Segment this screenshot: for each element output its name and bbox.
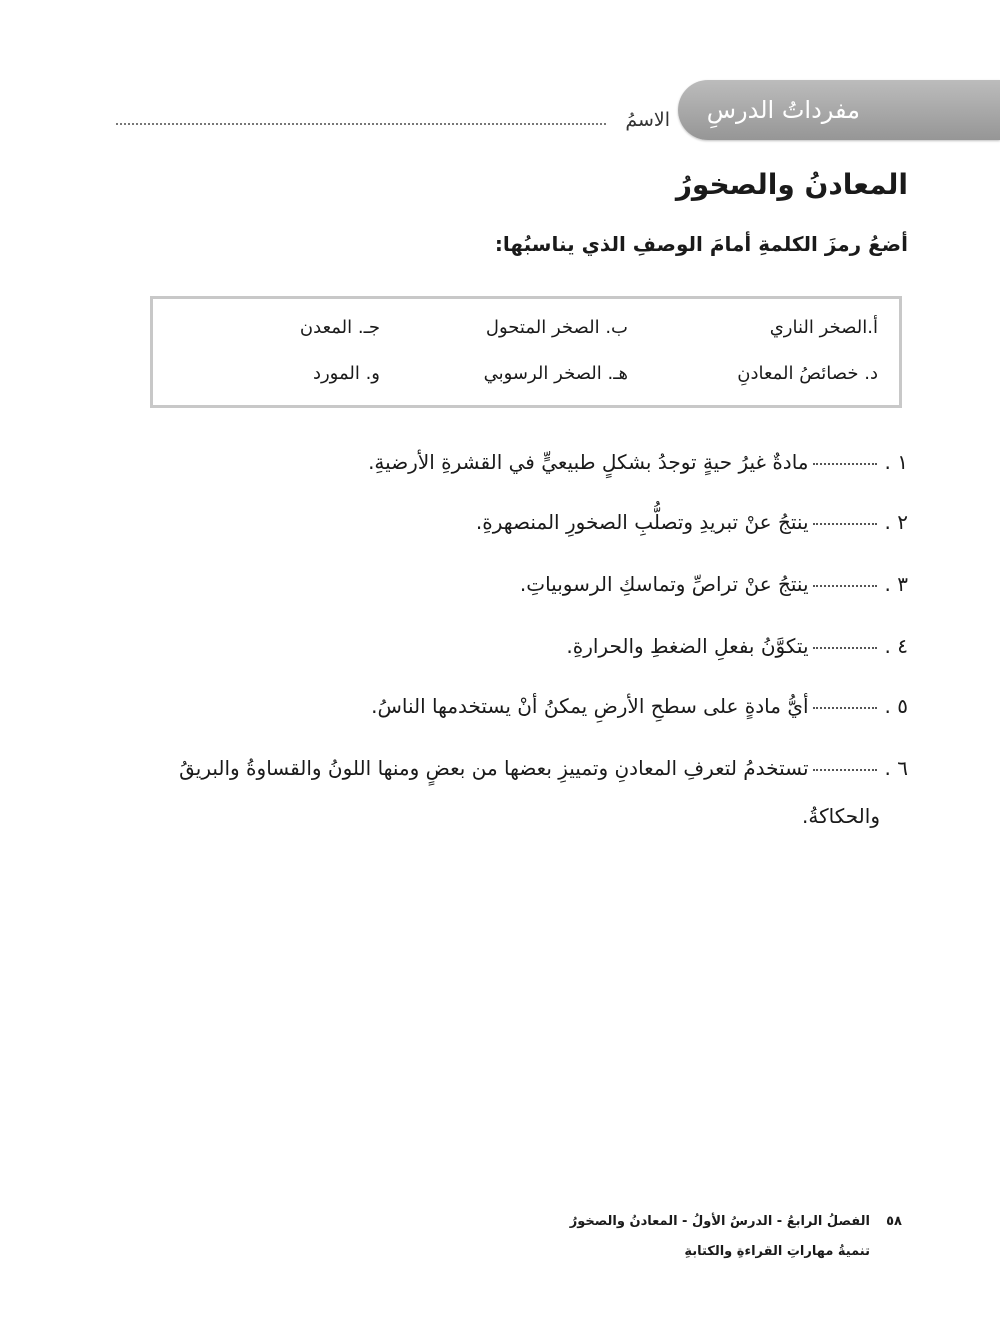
option-f: و. المورد [312,363,380,384]
option-a: أ.الصخر الناري [769,317,878,338]
question-number: ٦ . [884,756,908,780]
question-text: أيُّ مادةٍ على سطحِ الأرضِ يمكنُ أنْ يستخدمها الناسُ. [371,694,809,718]
option-b: ب. الصخر المتحول [485,317,628,338]
lesson-title: المعادنُ والصخورُ [675,168,908,201]
header-tab-title: مفرداتُ الدرسِ [706,96,860,124]
answer-blank-6[interactable] [813,769,877,771]
answer-blank-4[interactable] [813,647,877,649]
question-text: ينتجُ عنْ تبريدِ وتصلُّبِ الصخورِ المنصهرةِ. [475,510,809,534]
option-e: هـ. الصخر الرسوبي [483,363,628,384]
question-5 [371,686,908,726]
name-input-line[interactable] [116,123,606,125]
question-3 [520,564,908,604]
answer-blank-5[interactable] [813,707,877,709]
question-number: ٤ . [884,634,908,658]
question-text: مادةٌ غيرُ حيةٍ توجدُ بشكلٍ طبيعيٍّ في القشرةِ الأرضيةِ. [368,450,809,474]
footer-chapter-line: الفصلُ الرابعُ - الدرسُ الأولُ - المعادنُ والصخورُ [569,1214,870,1229]
question-number: ٣ . [884,572,908,596]
answer-blank-3[interactable] [813,585,877,587]
answer-blank-2[interactable] [813,523,877,525]
question-1 [368,442,908,482]
answer-blank-1[interactable] [813,463,877,465]
page-number: ٥٨ [886,1214,902,1229]
question-number: ٥ . [884,694,908,718]
question-text: ينتجُ عنْ تراصِّ وتماسكِ الرسوبياتِ. [519,572,809,596]
question-2 [476,502,908,542]
name-label: الاسمُ [625,109,670,131]
question-6-continuation: والحكاكةُ. [802,804,880,828]
question-number: ١ . [884,450,908,474]
question-4 [566,626,908,666]
footer-book-line: تنميةُ مهاراتِ القراءةِ والكتابةِ [684,1244,870,1259]
instruction-text: أضعُ رمزَ الكلمةِ أمامَ الوصفِ الذي يناسبُها: [494,232,908,256]
option-d: د. خصائصُ المعادنِ [737,363,878,384]
question-6 [179,748,908,788]
question-text: تستخدمُ لتعرفِ المعادنِ وتمييزِ بعضها من بعضٍ ومنها اللونُ والقساوةُ والبريقُ [179,756,809,780]
question-number: ٢ . [884,510,908,534]
option-c: جـ. المعدن [299,317,380,338]
question-text: يتكوَّنُ بفعلِ الضغطِ والحرارةِ. [566,634,809,658]
